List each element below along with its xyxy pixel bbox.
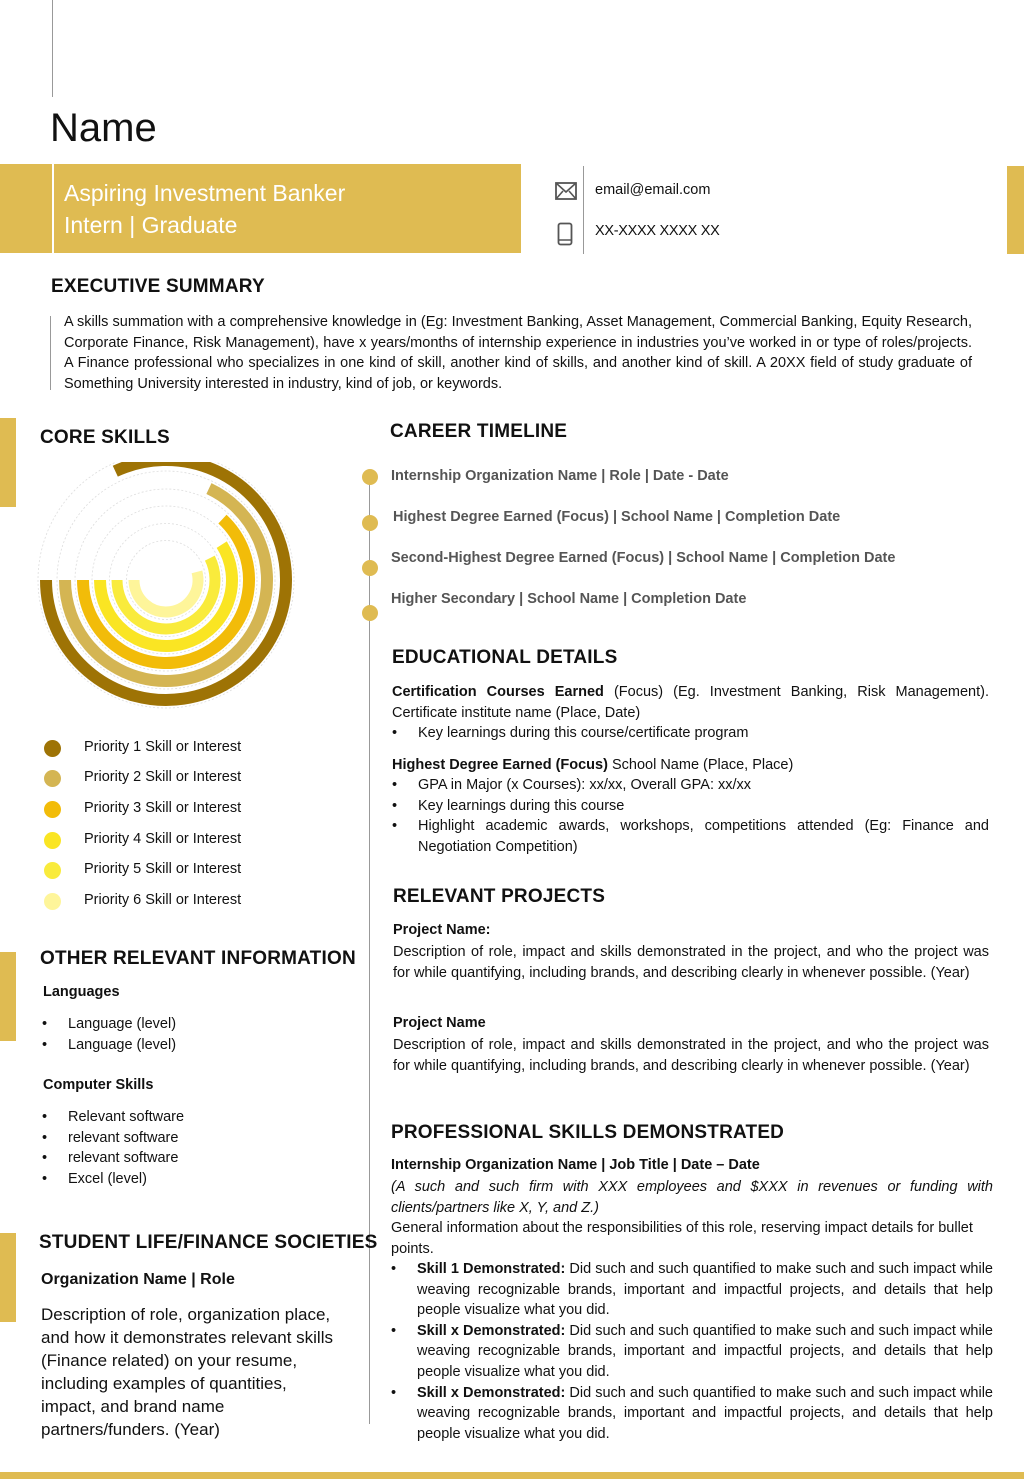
project-title: Project Name: [393, 922, 491, 938]
student-life-accent [0, 1233, 16, 1322]
tagline-banner [0, 164, 521, 253]
list-item: • Excel (level) [42, 1169, 342, 1190]
degree-bullets [392, 775, 989, 857]
priority-dot [44, 740, 61, 757]
summary-rule [50, 316, 51, 390]
timeline-dot [362, 469, 378, 485]
degree-details: School Name (Place, Place) [607, 757, 794, 773]
professional-heading: PROFESSIONAL SKILLS DEMONSTRATED [391, 1122, 785, 1143]
core-skills-heading: CORE SKILLS [40, 427, 170, 448]
degree-text [392, 755, 989, 776]
core-skills-accent [0, 418, 16, 507]
timeline-item: Highest Degree Earned (Focus) | School Name | Completion Date [393, 509, 841, 525]
project-description: Description of role, impact and skills demonstrated in the project, and who the project was for while quantifying, including brands, and describing clearly in whenever possible. (Year) [393, 944, 989, 981]
list-item: • Key learnings during this course [392, 796, 989, 817]
professional-bullets [391, 1259, 993, 1444]
contact-divider [583, 166, 584, 254]
languages-list [42, 1014, 342, 1055]
list-item: • relevant software [42, 1128, 342, 1149]
skill-guide-ring [57, 471, 275, 689]
computer-skills-label: Computer Skills [43, 1077, 154, 1093]
list-item: • Highlight academic awards, workshops, competitions attended (Eg: Finance and Negotiation Competition) [392, 816, 989, 857]
bottom-accent-rule [0, 1472, 1024, 1479]
career-timeline-heading: CAREER TIMELINE [390, 421, 568, 442]
tagline-line2: Intern | Graduate [64, 212, 238, 238]
list-item: • Language (level) [42, 1014, 342, 1035]
list-item: • Key learnings during this course/certificate program [392, 723, 989, 744]
skill-arc-6 [134, 572, 198, 612]
priority-label: Priority 5 Skill or Interest [84, 861, 242, 877]
project-title: Project Name [393, 1015, 486, 1031]
executive-summary-heading: EXECUTIVE SUMMARY [51, 276, 265, 297]
email-text: email@email.com [595, 182, 711, 198]
certification-text [392, 682, 989, 723]
phone-text: XX-XXXX XXXX XX [595, 223, 720, 239]
student-life-description: Description of role, organization place, and how it demonstrates relevant skills (Finance related) on your resume, including examples of quantities, impact, and brand name partners/funders. (Year) [41, 1305, 333, 1439]
professional-title: Internship Organization Name | Job Title | Date – Date [391, 1157, 760, 1173]
projects-heading: RELEVANT PROJECTS [393, 886, 606, 907]
student-life-org: Organization Name | Role [41, 1271, 235, 1288]
languages-label: Languages [43, 984, 120, 1000]
top-divider-line [52, 0, 53, 97]
skill-text: Did such and such quantified to make such and such impact while weaving recognizable brands, important and impactful projects, and details that help people visualize what you did. [417, 1322, 993, 1380]
core-skills-radial-chart [36, 462, 298, 712]
envelope-icon [555, 182, 577, 205]
mobile-phone-icon [557, 222, 573, 251]
candidate-name: Name [50, 106, 157, 150]
certification-details: (Focus) (Eg. Investment Banking, Risk Management). Certificate institute name (Place, Date) [392, 684, 989, 721]
skill-label: Skill x Demonstrated: [417, 1322, 566, 1339]
priority-dot [44, 801, 61, 818]
skill-label: Skill x Demonstrated: [417, 1384, 566, 1401]
certification-title: Certification Courses Earned [392, 684, 604, 700]
skill-text: Did such and such quantified to make such and such impact while weaving recognizable brands, important and impactful projects, and details that help people visualize what you did. [417, 1384, 993, 1442]
right-accent-bar [1007, 166, 1024, 254]
priority-dot [44, 770, 61, 787]
priority-dot [44, 862, 61, 879]
priority-label: Priority 3 Skill or Interest [84, 800, 242, 816]
skill-text: Did such and such quantified to make such and such impact while weaving recognizable brands, important and impactful projects, and details that help people visualize what you did. [417, 1261, 993, 1319]
list-item [391, 1321, 993, 1383]
list-item: • relevant software [42, 1148, 342, 1169]
list-item: • Relevant software [42, 1107, 342, 1128]
priority-label: Priority 6 Skill or Interest [84, 892, 242, 908]
timeline-dot [362, 560, 378, 576]
other-info-heading: OTHER RELEVANT INFORMATION [40, 948, 356, 969]
timeline-dot [362, 605, 378, 621]
computer-skills-list [42, 1107, 342, 1189]
tagline-divider [52, 164, 54, 253]
tagline-line1: Aspiring Investment Banker [64, 180, 346, 206]
professional-firm-note: (A such and such firm with XXX employees and $XXX in revenues or funding with clients/partners like X, Y, and Z.) [391, 1179, 993, 1216]
list-item [391, 1259, 993, 1321]
priority-label: Priority 4 Skill or Interest [84, 831, 242, 847]
education-heading: EDUCATIONAL DETAILS [392, 647, 618, 668]
timeline-item: Second-Highest Degree Earned (Focus) | School Name | Completion Date [391, 550, 896, 566]
degree-title: Highest Degree Earned (Focus) [392, 757, 608, 773]
priority-label: Priority 2 Skill or Interest [84, 769, 242, 785]
priority-label: Priority 1 Skill or Interest [84, 739, 242, 755]
professional-general: General information about the responsibilities of this role, reserving impact details for bullet points. [391, 1220, 973, 1257]
certification-bullets [392, 723, 989, 744]
timeline-item: Internship Organization Name | Role | Date - Date [391, 468, 729, 484]
project-description: Description of role, impact and skills demonstrated in the project, and who the project was for while quantifying, including brands, and describing clearly in whenever possible. (Year) [393, 1037, 989, 1074]
executive-summary-text: A skills summation with a comprehensive knowledge in (Eg: Investment Banking, Asset Management, Commercial Banking, Equity Research, Corporate Finance, Risk Management), have x years/months of internship experience in industries you’ve worked in or type of roles/projects. A Finance professional who specializes in one kind of skill, another kind of skills, and another kind of skill. A 20XX field of study graduate of Something University interested in industry, kind of job, or keywords. [64, 314, 972, 392]
student-life-heading: STUDENT LIFE/FINANCE SOCIETIES [39, 1232, 378, 1253]
other-info-accent [0, 952, 16, 1041]
timeline-item: Higher Secondary | School Name | Completion Date [391, 591, 747, 607]
list-item: • GPA in Major (x Courses): xx/xx, Overall GPA: xx/xx [392, 775, 989, 796]
skill-label: Skill 1 Demonstrated: [417, 1261, 566, 1277]
list-item [391, 1383, 993, 1445]
priority-dot [44, 893, 61, 910]
list-item: • Language (level) [42, 1035, 342, 1056]
priority-dot [44, 832, 61, 849]
timeline-dot [362, 515, 378, 531]
